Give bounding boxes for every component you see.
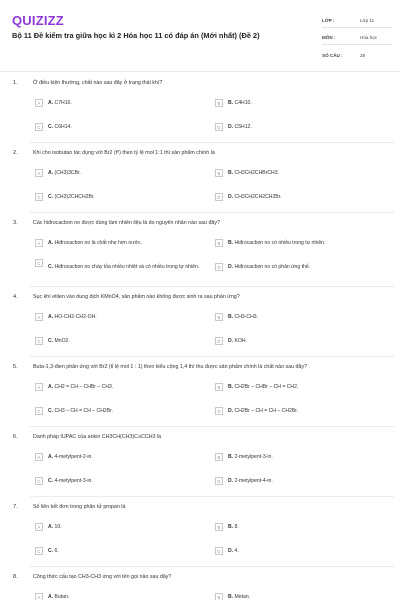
- option-a[interactable]: [35, 96, 205, 110]
- option-b[interactable]: [215, 236, 395, 250]
- option-key: B.: [228, 453, 234, 460]
- option-text: CH3 – CH = CH – CH2Br.: [54, 407, 113, 414]
- question-text: Danh pháp IUPAC của ankin CH3CH(CH3)C≡CCH3 là: [33, 434, 162, 440]
- question-text: Các hiđrocacbon no được dùng làm nhiên liệu là do nguyên nhân nào sau đây?: [33, 220, 220, 226]
- option-a[interactable]: [35, 310, 205, 324]
- option-key: A.: [48, 523, 54, 530]
- option-a[interactable]: [35, 590, 205, 600]
- option-text: Butan.: [54, 593, 70, 600]
- option-letter-box: C: [35, 547, 43, 555]
- option-key: B.: [228, 99, 234, 106]
- option-letter-box: A: [35, 383, 43, 391]
- option-key: D.: [228, 193, 234, 200]
- divider: [30, 286, 394, 287]
- option-key: D.: [228, 477, 234, 484]
- option-key: D.: [228, 337, 234, 344]
- option-text: C7H16.: [54, 99, 72, 106]
- option-b[interactable]: [215, 590, 395, 600]
- option-key: C.: [48, 407, 54, 414]
- option-key: D.: [228, 123, 234, 130]
- option-text: C5H12.: [234, 123, 252, 130]
- option-c[interactable]: [35, 120, 205, 134]
- option-letter-box: A: [35, 523, 43, 531]
- option-text: Hiđrocacbon no có phản ứng thế.: [234, 263, 311, 270]
- page-title: Bộ 11 Đề kiểm tra giữa học kì 2 Hóa học 11 có đáp án (Mới nhất) (Đề 2): [12, 31, 260, 40]
- option-a[interactable]: [35, 450, 205, 464]
- option-key: B.: [228, 523, 234, 530]
- divider: [30, 496, 394, 497]
- question-number: 2.: [13, 150, 18, 156]
- option-letter-box: B: [215, 313, 223, 321]
- option-letter-box: A: [35, 593, 43, 600]
- option-letter-box: A: [35, 239, 43, 247]
- option-text: CH2Br – CH = CH – CH2Br.: [234, 407, 299, 414]
- option-d[interactable]: [215, 404, 395, 418]
- option-letter-box: A: [35, 313, 43, 321]
- option-key: A.: [48, 593, 54, 600]
- option-text: CH3CH2CH2CH2Br.: [234, 193, 282, 200]
- option-key: D.: [228, 407, 234, 414]
- question-text: Số liên kết đơn trong phân tử propan là: [33, 504, 126, 510]
- question-text: Ở điều kiện thường, chất nào sau đây ở trạng thái khí?: [33, 80, 163, 86]
- meta-label: MÔN :: [322, 35, 336, 40]
- option-text: CH3-CH3.: [234, 313, 259, 320]
- option-letter-box: B: [215, 453, 223, 461]
- option-letter-box: C: [35, 123, 43, 131]
- meta-label: SỐ CÂU :: [322, 52, 343, 58]
- option-letter-box: C: [35, 477, 43, 485]
- option-key: B.: [228, 169, 234, 176]
- option-key: A.: [48, 239, 54, 246]
- question-number: 8.: [13, 574, 18, 580]
- meta-value: 28: [360, 52, 366, 58]
- divider: [30, 356, 394, 357]
- option-text: HO-CH2-CH2-OH.: [54, 313, 97, 320]
- option-key: C.: [48, 263, 54, 270]
- question-number: 6.: [13, 434, 18, 440]
- option-text: 2-metylpent-4-in.: [234, 477, 273, 484]
- option-key: A.: [48, 169, 54, 176]
- option-key: A.: [48, 313, 54, 320]
- option-letter-box: B: [215, 99, 223, 107]
- option-d[interactable]: [215, 334, 395, 348]
- option-letter-box: D: [215, 263, 223, 271]
- option-key: B.: [228, 239, 234, 246]
- option-key: A.: [48, 383, 54, 390]
- meta-row-class: [322, 14, 392, 28]
- option-text: 4-metylpent-3-in.: [54, 477, 93, 484]
- question-number: 3.: [13, 220, 18, 226]
- option-letter-box: D: [215, 407, 223, 415]
- option-key: C.: [48, 547, 54, 554]
- option-text: Hiđrocacbon no cháy tỏa nhiều nhiệt và có nhiều trong tự nhiên.: [54, 263, 200, 270]
- option-b[interactable]: [215, 96, 395, 110]
- option-letter-box: C: [35, 407, 43, 415]
- question-text: Khi cho isobutan tác dụng với Br2 (tº) theo tỷ lệ mol 1:1 thì sản phẩm chính là: [33, 150, 215, 156]
- divider: [30, 426, 394, 427]
- option-letter-box: C: [35, 259, 43, 267]
- option-b[interactable]: [215, 310, 395, 324]
- option-text: 4.: [234, 547, 239, 554]
- option-text: CH2Br – CHBr – CH = CH2.: [234, 383, 299, 390]
- option-text: C4H10.: [234, 99, 252, 106]
- option-d[interactable]: [215, 544, 395, 558]
- question-number: 4.: [13, 294, 18, 300]
- option-letter-box: B: [215, 383, 223, 391]
- option-letter-box: B: [215, 239, 223, 247]
- question-number: 5.: [13, 364, 18, 370]
- option-key: A.: [48, 453, 54, 460]
- option-text: C6H14.: [54, 123, 72, 130]
- option-c[interactable]: [35, 190, 205, 204]
- page-header: [0, 0, 400, 72]
- option-letter-box: A: [35, 453, 43, 461]
- option-letter-box: D: [215, 477, 223, 485]
- option-a[interactable]: [35, 236, 205, 250]
- question-text: Công thức cấu tạo CH3-CH3 ứng với tên gọi nào sau đây?: [33, 574, 172, 580]
- option-letter-box: C: [35, 337, 43, 345]
- option-text: Hiđrocacbon no có nhiều trong tự nhiên.: [234, 239, 326, 246]
- option-d[interactable]: [215, 260, 395, 274]
- option-key: A.: [48, 99, 54, 106]
- divider: [30, 566, 394, 567]
- option-c[interactable]: [35, 474, 205, 488]
- divider: [30, 142, 394, 143]
- option-letter-box: D: [215, 123, 223, 131]
- option-letter-box: D: [215, 193, 223, 201]
- option-text: 10.: [54, 523, 62, 530]
- option-letter-box: D: [215, 337, 223, 345]
- option-c[interactable]: [35, 334, 205, 348]
- meta-row-subject: [322, 31, 392, 45]
- option-text: 8.: [234, 523, 239, 530]
- option-letter-box: A: [35, 99, 43, 107]
- option-text: Metan.: [234, 593, 251, 600]
- option-letter-box: B: [215, 169, 223, 177]
- option-letter-box: A: [35, 169, 43, 177]
- option-b[interactable]: [215, 166, 395, 180]
- option-key: C.: [48, 337, 54, 344]
- option-d[interactable]: [215, 120, 395, 134]
- option-text: 2-metylpent-3-in.: [234, 453, 273, 460]
- option-text: 4-metylpent-2-in.: [54, 453, 93, 460]
- option-key: B.: [228, 383, 234, 390]
- meta-value: Hóa học: [360, 35, 378, 40]
- question-number: 1.: [13, 80, 18, 86]
- option-text: CH3CH2CHBrCH3.: [234, 169, 279, 176]
- option-c[interactable]: [35, 404, 205, 418]
- option-key: B.: [228, 313, 234, 320]
- option-a[interactable]: [35, 380, 205, 394]
- option-text: 6.: [54, 547, 59, 554]
- option-key: C.: [48, 477, 54, 484]
- option-b[interactable]: [215, 520, 395, 534]
- option-a[interactable]: [35, 520, 205, 534]
- option-letter-box: B: [215, 523, 223, 531]
- option-letter-box: D: [215, 547, 223, 555]
- option-key: B.: [228, 593, 234, 600]
- option-key: C.: [48, 123, 54, 130]
- meta-value: Lớp 11: [360, 18, 375, 23]
- option-c[interactable]: [35, 256, 205, 278]
- option-d[interactable]: [215, 190, 395, 204]
- option-letter-box: C: [35, 193, 43, 201]
- option-text: MnO2.: [54, 337, 70, 344]
- meta-row-question-count: [322, 48, 392, 62]
- option-d[interactable]: [215, 474, 395, 488]
- option-text: (CH3)3CBr.: [54, 169, 81, 176]
- option-key: C.: [48, 193, 54, 200]
- option-b[interactable]: [215, 450, 395, 464]
- meta-info: [322, 14, 392, 65]
- option-key: D.: [228, 263, 234, 270]
- option-c[interactable]: [35, 544, 205, 558]
- option-text: KOH.: [234, 337, 247, 344]
- option-text: Hiđrocacbon no là chất nhẹ hơn nước.: [54, 239, 142, 246]
- option-text: CH2 = CH – CHBr – CH3.: [54, 383, 114, 390]
- question-text: Sục khí etilen vào dung dịch KMnO4, sản phẩm nào không được sinh ra sau phản ứng?: [33, 294, 240, 300]
- option-a[interactable]: [35, 166, 205, 180]
- divider: [30, 212, 394, 213]
- question-number: 7.: [13, 504, 18, 510]
- option-b[interactable]: [215, 380, 395, 394]
- option-key: D.: [228, 547, 234, 554]
- quizizz-logo: QUIZIZZ: [12, 13, 64, 28]
- question-text: Buta-1,3-đien phản ứng với Br2 (tỉ lệ mol 1 : 1) theo kiểu cộng 1,4 thì thu được sản phẩm chính là chất nào sau đây?: [33, 364, 308, 370]
- option-text: (CH3)2CHCH2Br.: [54, 193, 95, 200]
- option-letter-box: B: [215, 593, 223, 600]
- meta-label: LỚP :: [322, 18, 335, 23]
